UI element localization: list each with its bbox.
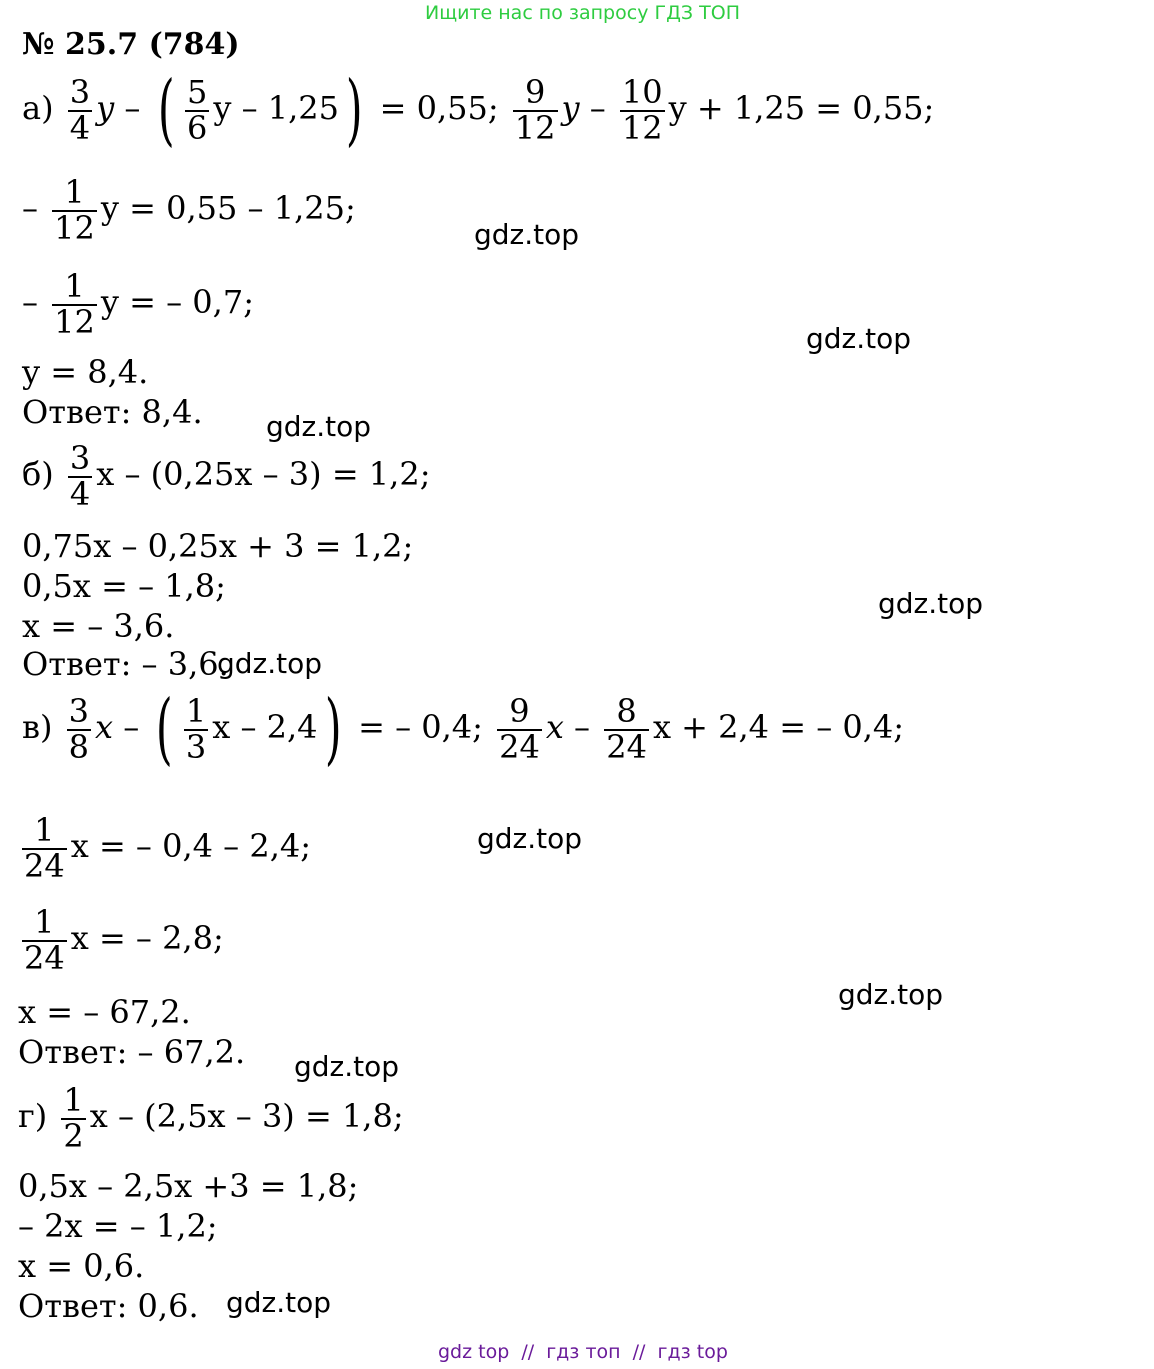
watermark: gdz.top [477, 822, 583, 855]
fraction: $\frac{1}{12}$ [54, 267, 95, 341]
watermark: gdz.top [226, 1286, 332, 1319]
footer-separator: // [521, 1341, 535, 1363]
fraction: $\frac{3}{4}$ [69, 73, 91, 147]
part-g-line-1: г) $\frac{1}{2}$ x – (2,5x – 3) = 1,8; [18, 1081, 404, 1155]
left-paren: ( [157, 65, 175, 156]
part-v-line-4: x = – 67,2. [18, 993, 191, 1031]
footer-link-gdz-top-ru[interactable]: гдз топ [546, 1341, 621, 1363]
footer-link-gdz-top-mixed[interactable]: гдз top [657, 1341, 728, 1363]
fraction: $\frac{1}{2}$ [63, 1081, 84, 1155]
watermark: gdz.top [294, 1050, 400, 1083]
cut-off-text-fragment [18, 1336, 208, 1342]
part-a-line-2: – $\frac{1}{12}$ y = 0,55 – 1,25; [22, 173, 356, 247]
fraction: $\frac{3}{8}$ [68, 692, 90, 766]
fraction: $\frac{5}{6}$ [186, 73, 208, 147]
watermark: gdz.top [217, 647, 323, 680]
part-b-answer: Ответ: – 3,6. [22, 645, 229, 683]
fraction: $\frac{10}{12}$ [621, 73, 663, 147]
fraction: $\frac{9}{12}$ [514, 73, 556, 147]
fraction: $\frac{1}{24}$ [24, 903, 65, 977]
part-g-line-3: – 2x = – 1,2; [18, 1207, 218, 1245]
footer-separator: // [632, 1341, 646, 1363]
watermark: gdz.top [266, 410, 372, 443]
problem-number: № 25.7 (784) [22, 27, 240, 62]
part-v-label: в) [22, 708, 53, 747]
fraction: $\frac{8}{24}$ [606, 692, 647, 766]
part-a-answer: Ответ: 8,4. [22, 393, 203, 431]
part-g-line-2: 0,5x – 2,5x +3 = 1,8; [18, 1167, 359, 1205]
fraction: $\frac{9}{24}$ [499, 692, 540, 766]
part-b-label: б) [22, 455, 54, 494]
part-v-line-2: $\frac{1}{24}$ x = – 0,4 – 2,4; [24, 811, 311, 885]
watermark: gdz.top [806, 322, 912, 355]
footer-link-gdz-top[interactable]: gdz top [438, 1341, 510, 1363]
left-paren: ( [156, 684, 174, 775]
footer-links [438, 1341, 728, 1363]
right-paren: ) [324, 684, 342, 775]
top-banner: Ищите нас по запросу ГДЗ ТОП [425, 2, 740, 24]
part-b-line-2: 0,75x – 0,25x + 3 = 1,2; [22, 527, 414, 565]
part-a-line-3: – $\frac{1}{12}$ y = – 0,7; [22, 267, 254, 341]
right-paren: ) [345, 65, 363, 156]
part-b-line-4: x = – 3,6. [22, 607, 175, 645]
fraction: $\frac{3}{4}$ [69, 439, 91, 513]
part-g-line-4: x = 0,6. [18, 1247, 145, 1285]
watermark: gdz.top [878, 587, 984, 620]
fraction: $\frac{1}{24}$ [24, 811, 65, 885]
watermark: gdz.top [474, 218, 580, 251]
fraction: $\frac{1}{3}$ [185, 692, 207, 766]
part-g-label: г) [18, 1097, 48, 1136]
part-b-line-1: б) $\frac{3}{4}$ x – (0,25x – 3) = 1,2; [22, 439, 431, 513]
part-a-line-1: а) $\frac{3}{4}$ y – ( $\frac{5}{6}$ y – 1,25) = 0,55; $\frac{9}{12}$ y – $\frac{10}{12}$ y + 1,25 = 0,55; [22, 65, 935, 156]
watermark: gdz.top [838, 978, 944, 1011]
part-v-answer: Ответ: – 67,2. [18, 1033, 246, 1071]
part-v-line-1: в) $\frac{3}{8}$ x – ( $\frac{1}{3}$ x – 2,4) = – 0,4; $\frac{9}{24}$ x – $\frac{8}{24}$ x + 2,4 = – 0,4; [22, 684, 905, 775]
part-a-label: а) [22, 89, 54, 128]
part-a-line-4: y = 8,4. [22, 353, 149, 391]
part-g-answer: Ответ: 0,6. [18, 1287, 199, 1325]
part-v-line-3: $\frac{1}{24}$ x = – 2,8; [24, 903, 224, 977]
part-b-line-3: 0,5x = – 1,8; [22, 567, 226, 605]
fraction: $\frac{1}{12}$ [54, 173, 95, 247]
